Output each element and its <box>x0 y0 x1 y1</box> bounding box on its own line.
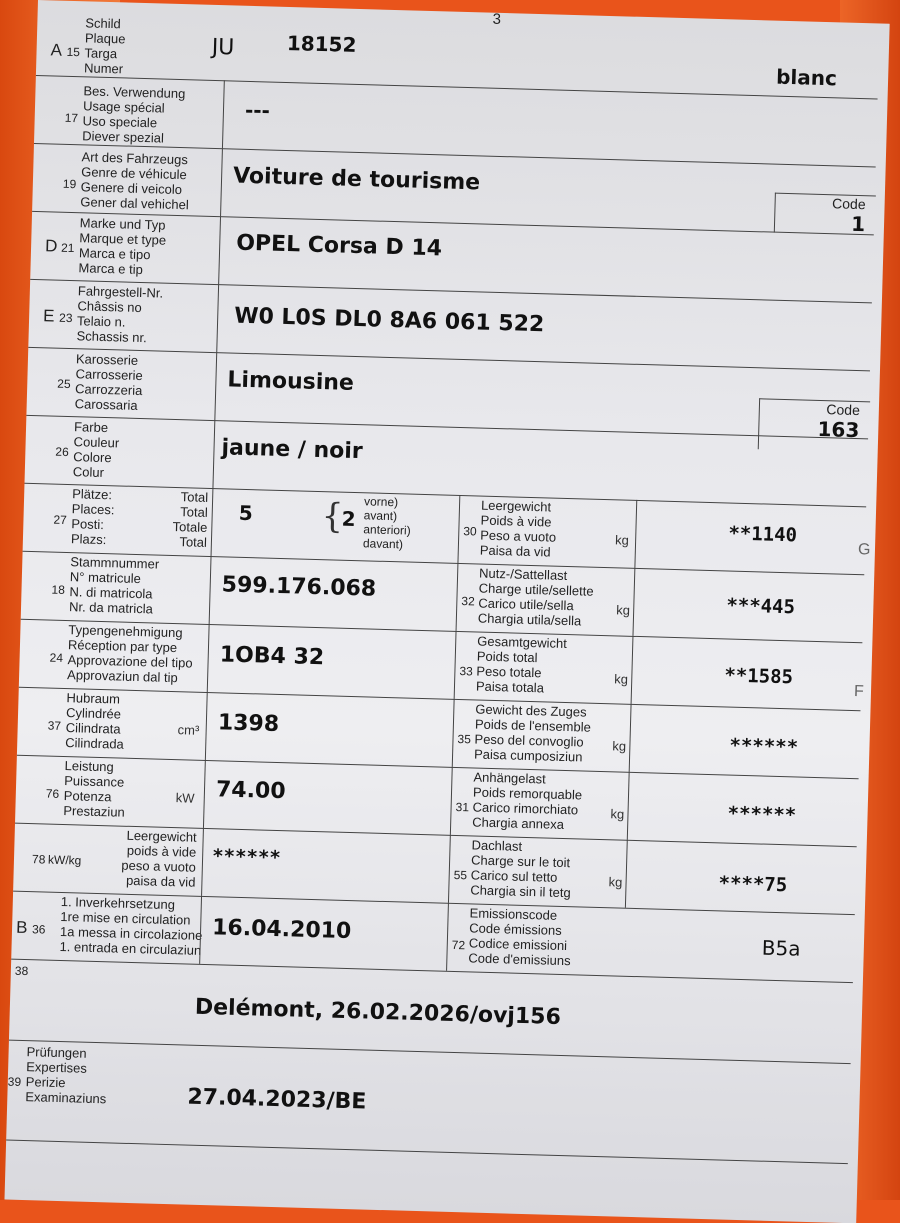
field-number-35: 35 <box>457 732 472 747</box>
row-letter-d: D <box>44 236 58 256</box>
page-number: 3 <box>492 10 502 28</box>
field-number-17: 17 <box>64 110 79 126</box>
roof-load-label: Dachlast Charge sur le toit Carico sul tetto Chargia sin il tetg <box>470 837 571 901</box>
color-label: Farbe Couleur Colore Colur <box>72 419 120 481</box>
total-weight-value: **1585 <box>724 664 794 689</box>
make-type-value: OPEL Corsa D 14 <box>235 230 443 262</box>
power-value: 74.00 <box>215 777 286 805</box>
field-number-55: 55 <box>453 867 468 883</box>
seats-label: Plätze: Places: Posti: Plazs: <box>70 486 115 548</box>
color-value: jaune / noir <box>221 435 364 465</box>
body-code-box: Code 163 <box>758 398 870 452</box>
plate-canton: JU <box>211 34 235 61</box>
power-weight-unit: kW/kg <box>47 852 82 868</box>
train-weight-value: ****** <box>729 734 799 759</box>
empty-weight-label: Leergewicht Poids à vide Peso a vuoto Paisa da vid <box>479 497 557 560</box>
body-value: Limousine <box>227 367 355 396</box>
master-number-label: Stammnummer N° matricule N. di matricola Nr. da matricla <box>68 554 160 617</box>
seats-front-label: vorne) avant) anteriori) davant) <box>362 494 411 552</box>
plate-label: Schild Plaque Targa Numer <box>83 15 126 77</box>
field-number-33: 33 <box>459 664 473 679</box>
empty-weight-value: **1140 <box>728 522 798 547</box>
payload-value: ***445 <box>726 594 796 619</box>
displacement-label: Hubraum Cylindrée Cilindrata Cilindrada <box>65 690 125 752</box>
field-number-24: 24 <box>49 650 64 665</box>
payload-label: Nutz-/Sattellast Charge utile/sellette Carico utile/sella Chargia utila/sella <box>477 565 594 629</box>
vehicle-kind-value: Voiture de tourisme <box>232 163 481 196</box>
plate-number: 18152 <box>286 30 357 57</box>
brace-icon: { <box>321 496 344 537</box>
issuing-office-date: Delémont, 26.02.2026/ovj156 <box>194 994 562 1030</box>
master-number-value: 599.176.068 <box>221 572 377 602</box>
chassis-number: W0 L0S DL0 8A6 061 522 <box>233 303 545 338</box>
row-letter-e: E <box>42 306 55 326</box>
field-number-37: 37 <box>47 718 62 733</box>
total-weight-label: Gesamtgewicht Poids total Peso totale Paisa totala <box>475 633 568 696</box>
field-number-26: 26 <box>55 444 69 460</box>
first-registration-date: 16.04.2010 <box>211 915 352 945</box>
type-approval-value: 1OB4 32 <box>219 642 325 671</box>
last-inspection-value: 27.04.2023/BE <box>187 1084 367 1115</box>
field-number-31: 31 <box>455 799 470 815</box>
power-weight-label: Leergewicht poids à vide peso a vuoto paisa da vid <box>121 827 197 890</box>
field-number-19: 19 <box>62 176 77 192</box>
vehicle-registration-document: 3 A 15 Schild Plaque Targa Numer JU 18152 blanc 17 Bes. Verwendung Usage spécial Uso speciale Diever spezial --- 19 Art des Fahrzeugs Genre de véhicule Genere di veicolo Gener dal vehichel Voiture de tourisme Code 1 D 21 Marke und Typ Marque et type Marca e tipo Marca e tip OPEL Corsa D 14 E 23 Fahrgestell-Nr. Châssis no Telaio n. Schassis nr. W0 L0S DL0 8A6 061 522 25 Karosserie Carrosserie Carrozzeria Carossaria Limousine Code 163 26 Farbe Couleur Colore Colur jaune / noir 27 Plätze: Places: Posti: Plazs: Total Total Totale Total 5 { 2 vorne) avant) anteriori) davant) 30 Leergewicht Poids à vide Peso a vuoto Paisa da vid kg **1140 G 18 Stammnummer N° matricule N. di matricola Nr. da matricla 599.176.068 32 Nutz-/Sattellast Charge utile/sellette Carico utile/sella Chargia utila/sella kg ***445 24 Typengenehmigung Réception par type Approvazione del tipo Approvaziun dal tip 1OB4 32 33 Gesamtgewicht Poids total Peso totale Paisa totala kg **1585 F 37 Hubraum Cylindrée Cilindrata Cilindrada cm³ 1398 35 Gewicht des Zuges Poids de l'ensemble Peso del convoglio Paisa cumposiziun kg ****** 76 Leistung Puissance Potenza Prestaziun kW 74.00 31 Anhängelast Poids remorquable Carico rimorchiato Chargia annexa kg ****** 78 kW/kg Leergewicht poids à vide peso a vuoto paisa da vid ****** 55 Dachlast Charge sur le toit Carico sul tetto Chargia sin il tetg kg ****75 B 36 1. Inverkehrsetzung 1re mise en circulation 1a messa in circolazione 1. entrada en circulaziun 16.04.2010 72 Emissionscode Code émissions Codice emissioni Code d'emissiuns B5a 38 Delémont, 26.02.2026/ovj156 39 Prüfungen Expertises Perizie Examinaziuns 27.04.2023/BE <box>4 0 889 1223</box>
power-label: Leistung Puissance Potenza Prestaziun <box>63 758 125 820</box>
field-number-38: 38 <box>14 963 29 979</box>
make-type-label: Marke und Typ Marque et type Marca e tipo Marca e tip <box>78 215 167 278</box>
code-label: Code <box>831 195 866 213</box>
power-weight-value: ****** <box>211 845 282 870</box>
body-code: 163 <box>817 416 860 443</box>
row-letter-b: B <box>15 917 28 938</box>
field-number-21: 21 <box>60 240 75 256</box>
emission-code-label: Emissionscode Code émissions Codice emissioni Code d'emissiuns <box>468 905 571 969</box>
special-use-value: --- <box>244 97 271 123</box>
field-number-30: 30 <box>463 524 477 539</box>
field-number-27: 27 <box>53 512 68 528</box>
field-number-76: 76 <box>45 786 60 801</box>
first-registration-label: 1. Inverkehrsetzung 1re mise en circulation 1a messa in circolazione 1. entrada en circulaziun <box>59 893 203 958</box>
field-number-23: 23 <box>58 310 73 326</box>
train-weight-label: Gewicht des Zuges Poids de l'ensemble Peso del convoglio Paisa cumposiziun <box>473 701 592 765</box>
type-approval-label: Typengenehmigung Réception par type Approvazione del tipo Approvaziun dal tip <box>66 622 193 686</box>
field-number-36: 36 <box>31 922 46 937</box>
plate-color: blanc <box>775 64 838 91</box>
row-letter-a: A <box>50 40 63 60</box>
vehicle-kind-label: Art des Fahrzeugs Genre de véhicule Genere di veicolo Gener dal vehichel <box>80 149 189 213</box>
body-label: Karosserie Carrosserie Carrozzeria Carossaria <box>74 351 143 413</box>
seats-total-label: Total Total Totale Total <box>172 489 209 550</box>
trailer-load-value: ****** <box>727 802 797 827</box>
field-number-32: 32 <box>461 594 475 609</box>
special-use-label: Bes. Verwendung Usage spécial Uso speciale Diever spezial <box>82 83 186 146</box>
field-number-39: 39 <box>7 1074 22 1089</box>
vehicle-kind-code: 1 <box>850 211 866 237</box>
seats-total-value: 5 <box>238 500 254 526</box>
field-number-15: 15 <box>66 44 81 60</box>
seats-front-value: 2 <box>341 506 356 532</box>
field-number-25: 25 <box>57 376 71 392</box>
field-number-18: 18 <box>51 582 66 597</box>
field-number-78: 78 <box>31 852 46 867</box>
trailer-load-label: Anhängelast Poids remorquable Carico rimorchiato Chargia annexa <box>472 769 583 833</box>
field-number-72: 72 <box>451 937 466 953</box>
displacement-value: 1398 <box>217 710 280 738</box>
emission-code-value: B5a <box>761 935 801 961</box>
vehicle-kind-code-box <box>774 193 876 236</box>
inspection-label: Prüfungen Expertises Perizie Examinaziuns <box>25 1044 107 1107</box>
roof-load-value: ****75 <box>718 872 788 897</box>
chassis-label: Fahrgestell-Nr. Châssis no Telaio n. Schassis nr. <box>76 283 164 346</box>
